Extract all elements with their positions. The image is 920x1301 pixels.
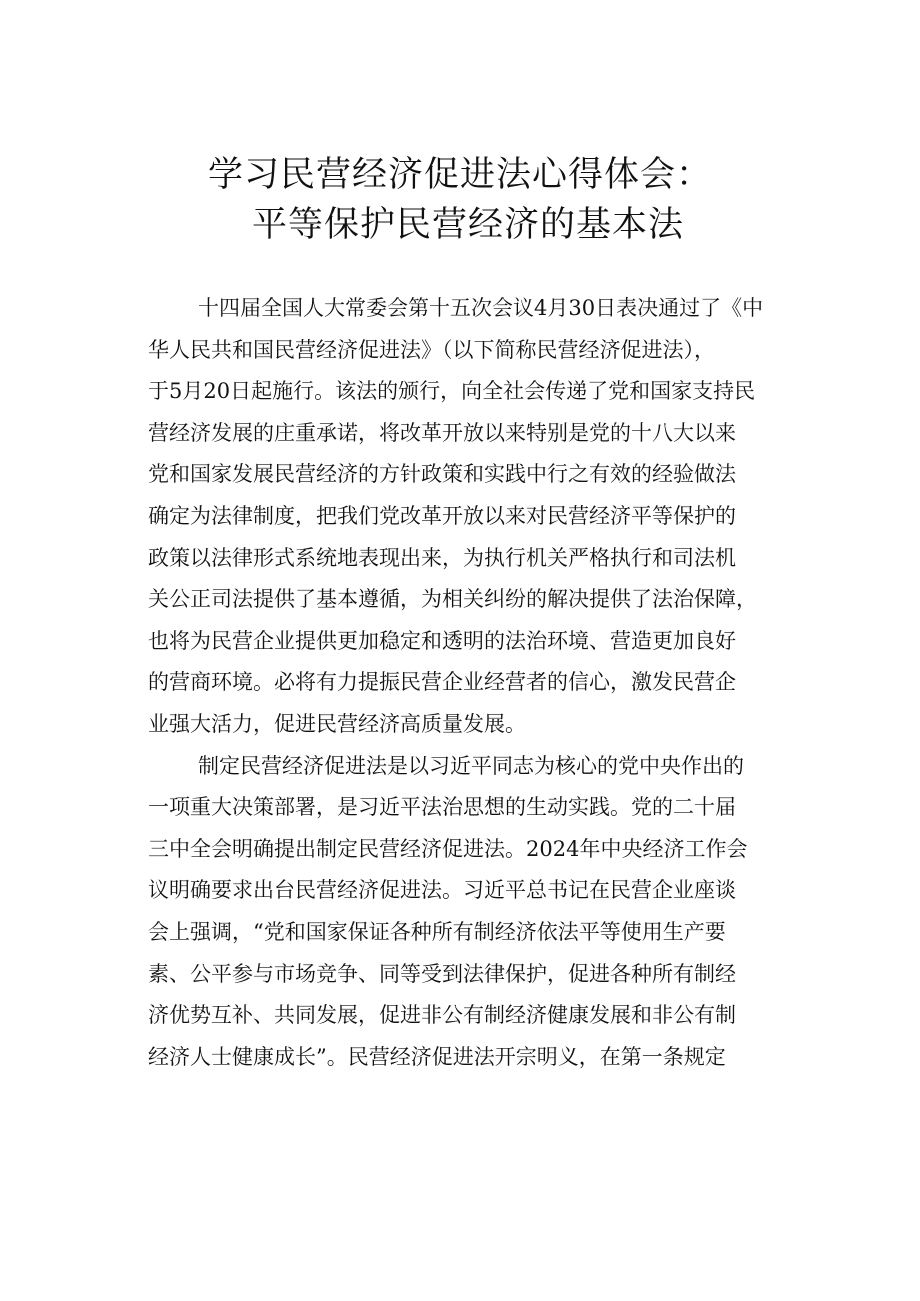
paragraph-line: 也将为民营企业提供更加稳定和透明的法治环境、营造更加良好 — [148, 628, 736, 653]
paragraph-line: 关公正司法提供了基本遵循，为相关纠纷的解决提供了法治保障， — [148, 587, 757, 612]
paragraph-line: 于5月20日起施行。该法的颁行，向全社会传递了党和国家支持民 — [148, 379, 756, 404]
paragraph-line: 业强大活力，促进民营经济高质量发展。 — [148, 711, 526, 736]
paragraph-line: 政策以法律形式系统地表现出来，为执行机关严格执行和司法机 — [148, 545, 736, 570]
paragraph-line: 会上强调，“党和国家保证各种所有制经济依法平等使用生产要 — [148, 919, 726, 944]
title-line-1: 学习民营经济促进法心得体会： — [207, 155, 712, 195]
paragraph-line: 的营商环境。必将有力提振民营企业经营者的信心，激发民营企 — [148, 670, 736, 695]
paragraph-line: 制定民营经济促进法是以习近平同志为核心的党中央作出的 — [198, 753, 744, 778]
paragraph-2 — [148, 746, 808, 1079]
document-body — [148, 288, 808, 1078]
paragraph-line: 素、公平参与市场竞争、同等受到法律保护，促进各种所有制经 — [148, 961, 736, 986]
paragraph-line: 党和国家发展民营经济的方针政策和实践中行之有效的经验做法 — [148, 462, 736, 487]
paragraph-line: 营经济发展的庄重承诺，将改革开放以来特别是党的十八大以来 — [148, 420, 736, 445]
paragraph-line: 一项重大决策部署，是习近平法治思想的生动实践。党的二十届 — [148, 795, 736, 820]
paragraph-line: 三中全会明确提出制定民营经济促进法。2024年中央经济工作会 — [148, 836, 748, 861]
title-line-2: 平等保护民营经济的基本法 — [251, 205, 684, 245]
paragraph-1 — [148, 288, 808, 746]
paragraph-line: 十四届全国人大常委会第十五次会议4月30日表决通过了《中 — [198, 296, 764, 320]
paragraph-line: 确定为法律制度，把我们党改革开放以来对民营经济平等保护的 — [148, 503, 736, 528]
paragraph-line: 议明确要求出台民营经济促进法。习近平总书记在民营企业座谈 — [148, 878, 736, 903]
document-title — [0, 150, 920, 250]
paragraph-line: 济优势互补、共同发展，促进非公有制经济健康发展和非公有制 — [148, 1003, 736, 1028]
paragraph-line: 经济人士健康成长”。民营经济促进法开宗明义，在第一条规定 — [148, 1044, 726, 1069]
paragraph-line: 华人民共和国民营经济促进法》（以下简称民营经济促进法）， — [148, 337, 715, 362]
